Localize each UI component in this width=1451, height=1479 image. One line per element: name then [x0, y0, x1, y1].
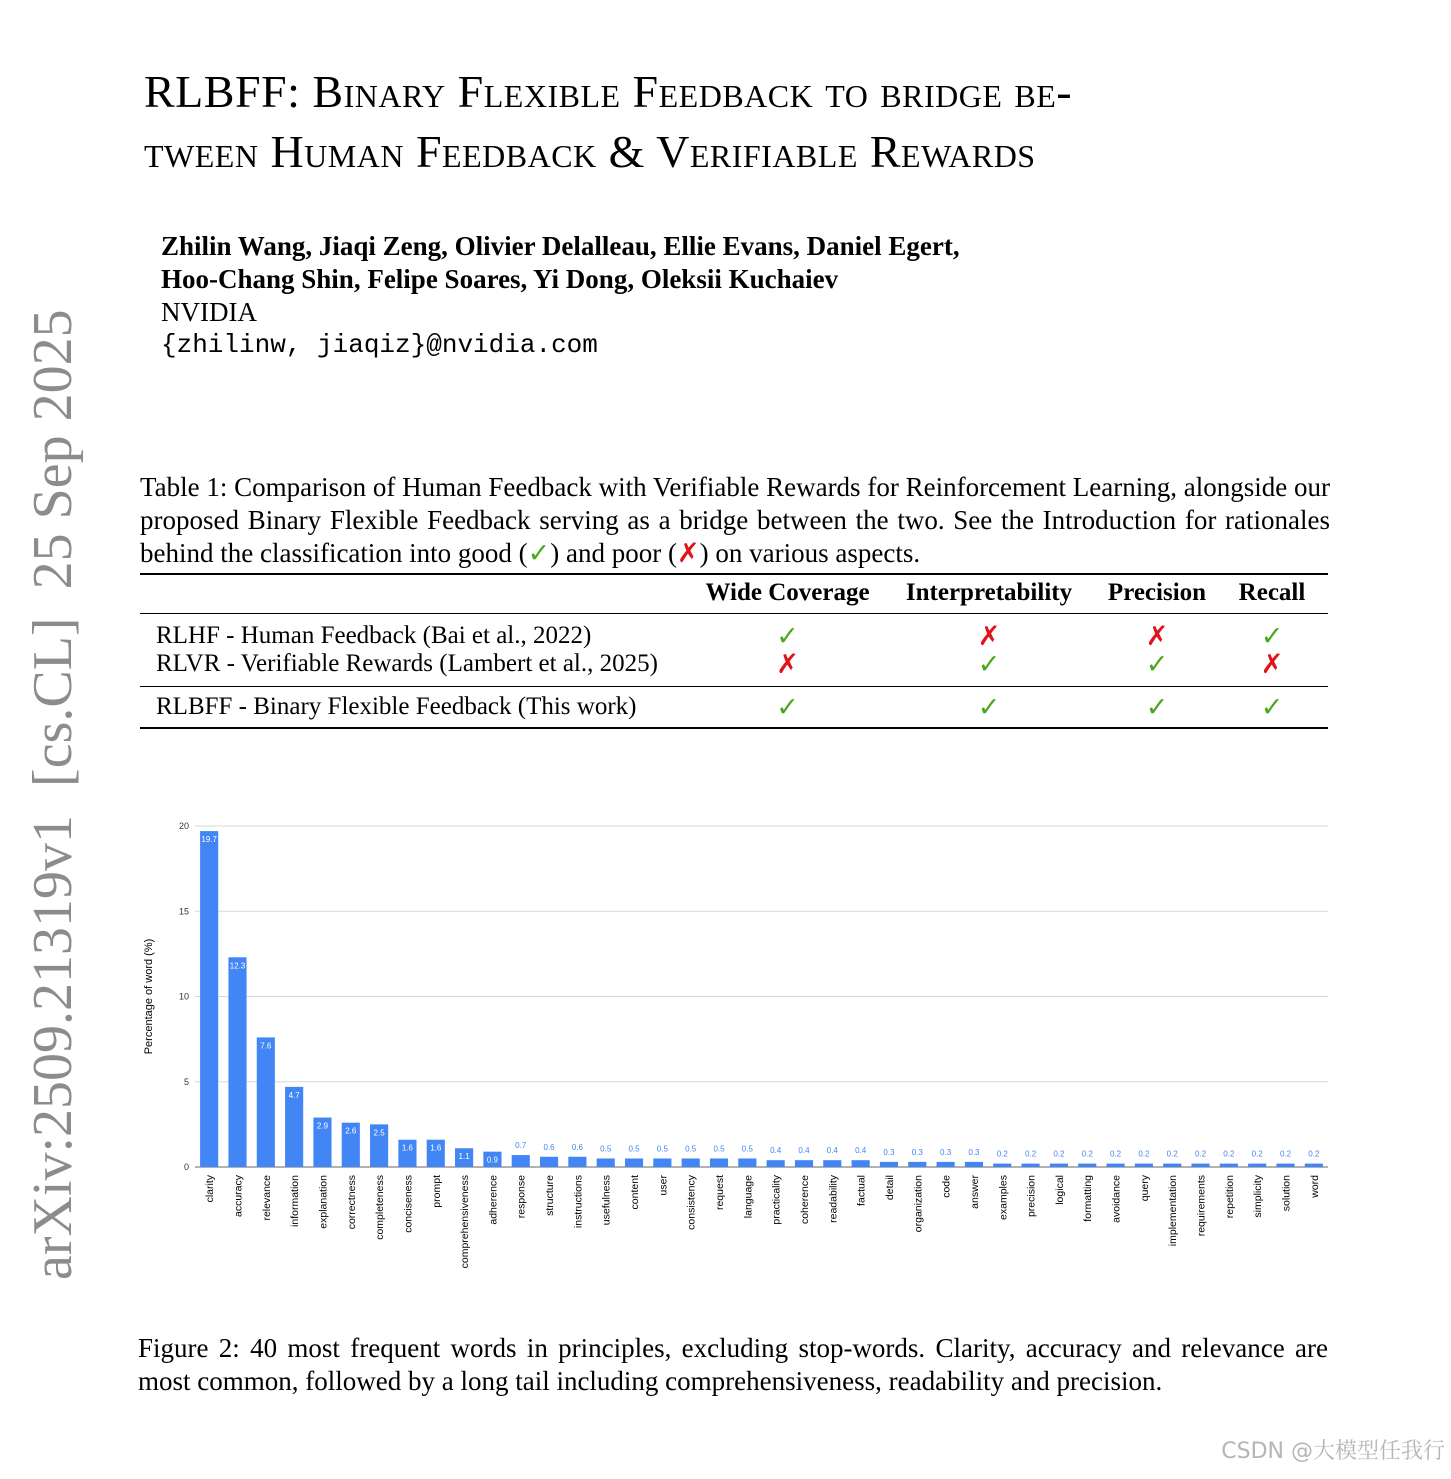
- data-label: 0.6: [543, 1142, 555, 1152]
- x-tick-label: coherence: [798, 1175, 811, 1225]
- x-tick-label: precision: [1025, 1175, 1038, 1218]
- table-cell-mark: ✓: [1098, 687, 1216, 729]
- data-label: 0.3: [883, 1147, 895, 1157]
- x-tick-label: accuracy: [232, 1175, 245, 1218]
- data-label: 12.3: [229, 961, 246, 971]
- data-label: 1.1: [458, 1152, 470, 1162]
- data-label: 0.2: [996, 1149, 1008, 1159]
- bar: [568, 1157, 586, 1167]
- x-tick-label: comprehensiveness: [459, 1175, 472, 1269]
- bar: [1050, 1164, 1068, 1167]
- bar: [993, 1164, 1011, 1167]
- x-tick-label: organization: [912, 1175, 925, 1233]
- arxiv-identifier-stamp: arXiv:2509.21319v1 [cs.CL] 25 Sep 2025: [22, 309, 84, 1280]
- data-label: 0.5: [685, 1144, 697, 1154]
- affiliation: NVIDIA: [161, 297, 257, 327]
- data-label: 0.2: [1081, 1149, 1093, 1159]
- bar: [1305, 1164, 1323, 1167]
- table-cell-mark: ✓: [1260, 621, 1284, 651]
- bar: [710, 1158, 728, 1167]
- x-tick-label: clarity: [204, 1175, 217, 1203]
- data-label: 0.5: [656, 1144, 668, 1154]
- data-label: 19.7: [201, 835, 217, 845]
- bar: [1220, 1164, 1238, 1167]
- data-label: 2.9: [316, 1121, 329, 1131]
- data-label: 1.6: [401, 1143, 413, 1153]
- bar: [597, 1158, 615, 1167]
- bar: [1191, 1164, 1209, 1167]
- data-label: 0.6: [571, 1142, 583, 1152]
- data-label: 0.3: [968, 1147, 980, 1157]
- bar: [512, 1155, 530, 1167]
- x-tick-label: structure: [544, 1175, 557, 1216]
- bar-chart: [130, 800, 1340, 1300]
- y-tick-label: 0: [183, 1162, 189, 1172]
- x-tick-label: examples: [997, 1175, 1010, 1220]
- table-row-rlvr: [140, 650, 1328, 687]
- bar: [852, 1160, 870, 1167]
- table-cell-mark: ✓: [977, 649, 1001, 679]
- table1-caption-text-2: ) and poor (: [550, 538, 678, 568]
- x-tick-label: repetition: [1223, 1175, 1236, 1219]
- paper-title-line1: RLBFF: Binary Flexible Feedback to bridge be-: [144, 66, 1073, 117]
- table1-caption-text-3: ) on various aspects.: [699, 538, 921, 568]
- table-row-rlbff: [140, 687, 1328, 729]
- x-tick-label: consistency: [685, 1175, 698, 1230]
- data-label: 0.2: [1053, 1149, 1065, 1159]
- data-label: 0.2: [1025, 1149, 1037, 1159]
- table-cell-mark: ✓: [1145, 649, 1169, 679]
- table-cell-mark: ✗: [776, 649, 799, 679]
- table-header-row: [140, 574, 1328, 614]
- x-tick-label: information: [289, 1175, 302, 1227]
- bar: [823, 1160, 841, 1167]
- data-label: 4.7: [288, 1090, 300, 1100]
- data-label: 0.2: [1138, 1149, 1150, 1159]
- data-label: 0.2: [1308, 1149, 1320, 1159]
- bar: [1276, 1164, 1294, 1167]
- bar: [1248, 1164, 1266, 1167]
- bar: [1106, 1164, 1124, 1167]
- bar: [1078, 1164, 1096, 1167]
- y-tick-label: 5: [183, 1076, 189, 1087]
- data-label: 0.3: [940, 1147, 952, 1157]
- table-cell-mark: ✓: [695, 687, 880, 729]
- x-tick-label: adherence: [487, 1175, 500, 1225]
- x-tick-label: factual: [855, 1175, 868, 1206]
- bar: [228, 957, 246, 1167]
- bar: [738, 1158, 756, 1167]
- data-label: 0.2: [1110, 1149, 1122, 1159]
- data-label: 0.3: [911, 1147, 923, 1157]
- data-label: 0.2: [1279, 1149, 1292, 1159]
- data-label: 0.5: [741, 1144, 753, 1154]
- x-tick-label: code: [940, 1175, 953, 1198]
- table-header-recall: Recall: [1216, 574, 1328, 614]
- x-tick-label: query: [1138, 1175, 1151, 1202]
- figure2-chart: [130, 800, 1340, 1300]
- table-cell-mark: ✗: [977, 621, 1001, 651]
- watermark: CSDN @大模型任我行: [1221, 1439, 1445, 1464]
- bar: [682, 1158, 700, 1167]
- bar: [653, 1158, 671, 1167]
- data-label: 0.5: [713, 1144, 725, 1154]
- x-tick-label: conciseness: [402, 1175, 415, 1233]
- data-label: 0.5: [628, 1144, 640, 1154]
- x-tick-label: usefulness: [600, 1175, 613, 1226]
- table-header-precision: Precision: [1098, 574, 1216, 614]
- table-cell-mark: ✓: [1216, 687, 1328, 729]
- bar: [937, 1162, 955, 1167]
- table1-caption: [140, 471, 1330, 570]
- bar: [880, 1162, 898, 1167]
- bar: [1163, 1164, 1181, 1167]
- x-tick-label: requirements: [1195, 1175, 1208, 1237]
- table-cell-method: RLVR - Verifiable Rewards (Lambert et al., 2025): [156, 650, 658, 677]
- paper-title: [144, 62, 1374, 182]
- data-label: 0.4: [770, 1146, 782, 1156]
- data-label: 0.4: [855, 1146, 867, 1156]
- data-label: 2.5: [373, 1128, 385, 1138]
- author-names-line2: Hoo-Chang Shin, Felipe Soares, Yi Dong, Oleksii Kuchaiev: [161, 264, 839, 294]
- x-tick-label: correctness: [345, 1175, 358, 1230]
- table-header-interpretability: Interpretability: [880, 574, 1098, 614]
- x-tick-label: user: [657, 1175, 670, 1196]
- table-cell-method: RLBFF - Binary Flexible Feedback (This work): [140, 687, 695, 729]
- comparison-table: [140, 573, 1328, 729]
- data-label: 0.2: [1223, 1149, 1235, 1159]
- author-names-line1: Zhilin Wang, Jiaqi Zeng, Olivier Delalleau, Ellie Evans, Daniel Egert,: [161, 231, 960, 261]
- paper-title-line2: tween Human Feedback & Verifiable Rewards: [144, 126, 1036, 177]
- data-label: 0.4: [826, 1146, 838, 1156]
- data-label: 1.6: [430, 1143, 442, 1153]
- data-label: 0.5: [600, 1144, 612, 1154]
- table-cell-method: RLHF - Human Feedback (Bai et al., 2022): [156, 622, 592, 649]
- x-tick-label: prompt: [430, 1175, 443, 1208]
- table-cell-mark: ✗: [1260, 649, 1284, 679]
- data-label: 0.7: [515, 1141, 527, 1151]
- bar: [1135, 1164, 1153, 1167]
- table-row-rlhf: [140, 614, 1328, 651]
- bar: [965, 1162, 983, 1167]
- y-tick-label: 20: [178, 821, 189, 831]
- data-label: 0.2: [1251, 1149, 1263, 1159]
- x-tick-label: explanation: [317, 1175, 330, 1229]
- data-label: 0.9: [486, 1155, 498, 1165]
- bar: [1022, 1164, 1040, 1167]
- bar: [767, 1160, 785, 1167]
- y-tick-label: 10: [178, 991, 189, 1002]
- bar: [257, 1037, 275, 1167]
- good-check-icon: ✓: [527, 538, 551, 568]
- table-header-wide-coverage: Wide Coverage: [695, 574, 880, 614]
- bar: [625, 1158, 643, 1167]
- x-tick-label: answer: [968, 1175, 981, 1209]
- table-cell-mark: ✓: [776, 621, 799, 651]
- y-tick-label: 15: [178, 906, 189, 917]
- x-tick-label: language: [742, 1175, 755, 1219]
- x-tick-label: avoidance: [1110, 1175, 1123, 1223]
- x-tick-label: logical: [1053, 1175, 1066, 1205]
- x-tick-label: instructions: [572, 1175, 585, 1229]
- bar: [795, 1160, 813, 1167]
- poor-cross-icon: ✗: [677, 538, 700, 568]
- x-tick-label: completeness: [374, 1175, 387, 1240]
- y-axis-label: Percentage of word (%): [143, 938, 155, 1055]
- x-tick-label: detail: [883, 1175, 896, 1201]
- figure2-caption: Figure 2: 40 most frequent words in principles, excluding stop-words. Clarity, accuracy and relevance are most common, followed by a long tail including comprehensiveness, readability and precision.: [138, 1333, 1328, 1396]
- x-tick-label: implementation: [1167, 1175, 1180, 1247]
- data-label: 7.6: [260, 1041, 272, 1051]
- x-tick-label: formatting: [1082, 1175, 1095, 1222]
- author-email: {zhilinw, jiaqiz}@nvidia.com: [161, 330, 598, 360]
- data-label: 0.4: [798, 1146, 810, 1156]
- x-tick-label: readability: [827, 1175, 840, 1223]
- bar: [200, 831, 218, 1167]
- data-label: 0.2: [1194, 1149, 1207, 1159]
- data-label: 2.6: [345, 1126, 357, 1136]
- table-cell-mark: ✗: [1145, 621, 1169, 651]
- x-tick-label: request: [714, 1175, 727, 1211]
- x-tick-label: practicality: [770, 1175, 783, 1225]
- x-tick-label: word: [1308, 1175, 1321, 1198]
- bar: [540, 1157, 558, 1167]
- table-cell-mark: ✓: [880, 687, 1098, 729]
- data-label: 0.2: [1166, 1149, 1178, 1159]
- x-tick-label: relevance: [260, 1175, 273, 1221]
- x-tick-label: solution: [1280, 1175, 1293, 1212]
- author-block: [161, 230, 1261, 362]
- x-tick-label: simplicity: [1252, 1175, 1265, 1218]
- table-header-method: [140, 574, 695, 614]
- bar: [908, 1162, 926, 1167]
- table1-caption-text-1: Table 1: Comparison of Human Feedback with Verifiable Rewards for Reinforcement Learning, alongside our proposed Binary Flexible Feedback serving as a bridge between the two. See the Introduction for rationales behind the classification into good (: [140, 472, 1330, 568]
- x-tick-label: response: [515, 1175, 528, 1219]
- x-tick-label: content: [629, 1175, 642, 1210]
